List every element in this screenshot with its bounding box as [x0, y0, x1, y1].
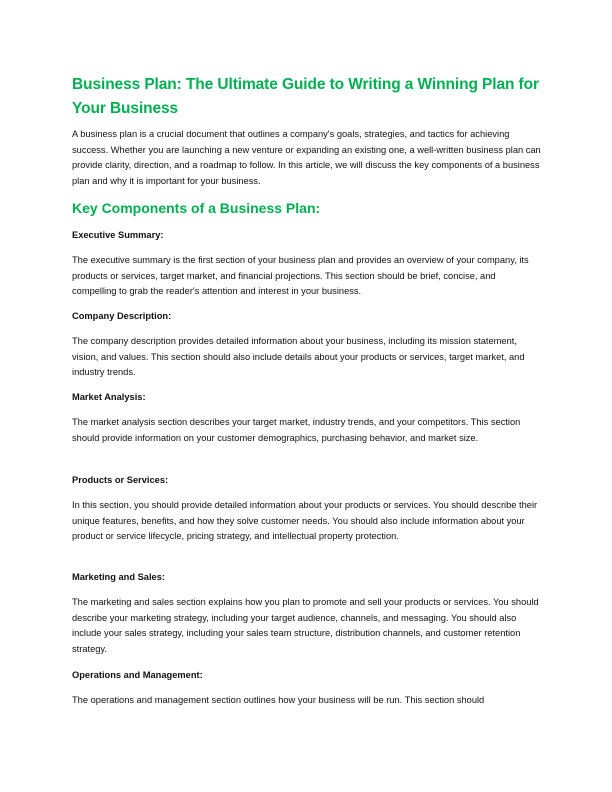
subheading-products-services: Products or Services:: [72, 475, 169, 485]
paragraph-products-services: In this section, you should provide detailed information about your products or services. You should describe their unique features, benefits, and how they solve customer needs. You should also include information about your product or service lifecycle, pricing strategy, and intellectual property protection.: [72, 500, 538, 541]
paragraph-executive-summary: The executive summary is the first section of your business plan and provides an overview of your company, its products or services, target market, and financial projections. This section should be brief, concise, and compelling to grab the reader's attention and interest in your business.: [72, 255, 529, 296]
document-title: Business Plan: The Ultimate Guide to Writing a Winning Plan for Your Business: [72, 76, 539, 117]
paragraph-company-description: The company description provides detailed information about your business, including its mission statement, vision, and values. This section should also include details about your products or services, target market, and industry trends.: [72, 336, 525, 377]
paragraph-operations-management: The operations and management section outlines how your business will be run. This section should: [72, 695, 485, 705]
paragraph-market-analysis: The market analysis section describes your target market, industry trends, and your competitors. This section should provide information on your customer demographics, purchasing behavior, and market size.: [72, 417, 521, 443]
section-heading-key-components: Key Components of a Business Plan:: [72, 200, 321, 216]
subheading-marketing-sales: Marketing and Sales:: [72, 572, 165, 582]
subheading-market-analysis: Market Analysis:: [72, 392, 146, 402]
subheading-executive-summary: Executive Summary:: [72, 230, 164, 240]
subheading-operations-management: Operations and Management:: [72, 670, 203, 680]
intro-paragraph: A business plan is a crucial document that outlines a company's goals, strategies, and tactics for achieving success. Whether you are launching a new venture or expanding an existing one, a well-written business plan can provide clarity, direction, and a roadmap to follow. In this article, we will discuss the key components of a business plan and why it is important for your business.: [72, 129, 541, 186]
subheading-company-description: Company Description:: [72, 311, 172, 321]
paragraph-marketing-sales: The marketing and sales section explains how you plan to promote and sell your products or services. You should describe your marketing strategy, including your target audience, channels, and messaging. You should also include your sales strategy, including your sales team structure, distribution channels, and customer retention strategy.: [72, 597, 539, 654]
